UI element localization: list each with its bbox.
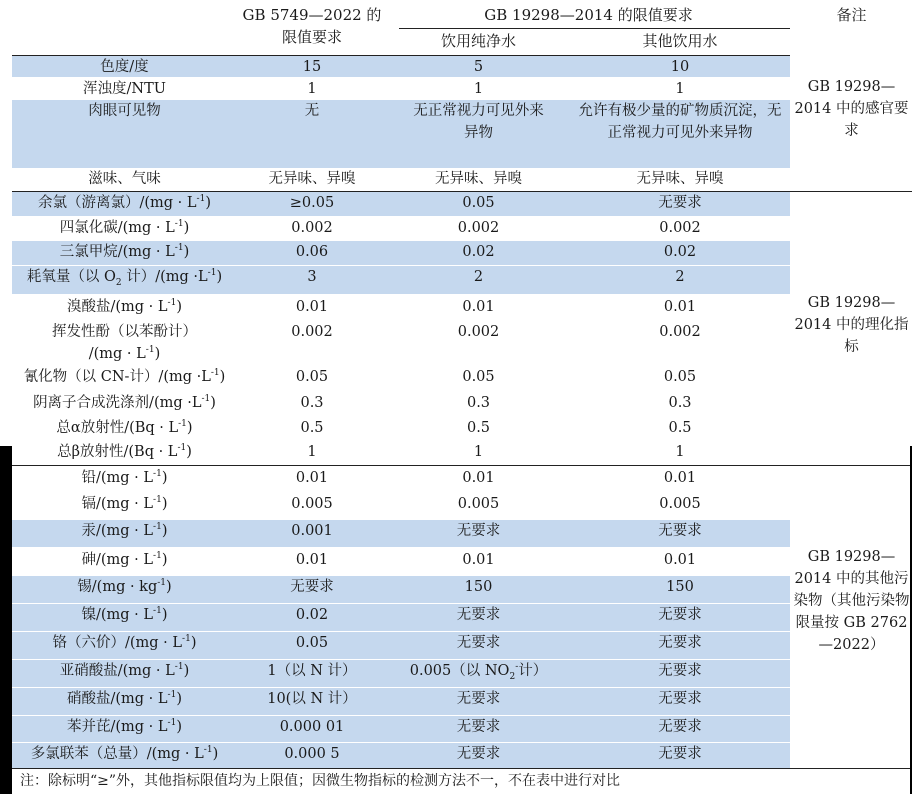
table-row [12, 743, 790, 768]
row-pure: 0.002 [457, 220, 500, 236]
row-other: 无要求 [658, 746, 702, 762]
row-gb5749: 0.002 [291, 324, 333, 340]
header-remarks: 备注 [836, 6, 867, 24]
row-other: 0.01 [663, 470, 697, 486]
row-other: 10 [670, 59, 690, 75]
row-gb5749: 0.02 [295, 607, 329, 623]
table-row [12, 392, 790, 416]
header-gb5749-line1: GB 5749—2022 的 [242, 6, 382, 24]
row-gb5749: 0.01 [295, 552, 329, 568]
row-name: 镍$/(mg \cdot L^{-1})$ [81, 606, 168, 623]
row-name: 砷$/(mg \cdot L^{-1})$ [81, 551, 168, 568]
row-other: 0.01 [663, 552, 697, 568]
row-name: 铅$/(mg \cdot L^{-1})$ [81, 469, 168, 486]
row-pure: 0.01 [462, 470, 495, 486]
standards-table [12, 0, 912, 794]
row-other: 150 [666, 579, 694, 595]
row-other: 1 [675, 444, 685, 460]
row-pure: 0.5 [466, 420, 491, 436]
scan-edge-left [0, 446, 12, 794]
row-other: 无要求 [658, 607, 702, 623]
row-pure: 无要求 [456, 607, 501, 623]
row-pure: 1 [473, 444, 484, 460]
table-row [12, 78, 790, 100]
row-gb5749: 0.05 [295, 635, 329, 651]
note-physchem: GB 19298—2014 中的理化指标 [794, 295, 909, 355]
row-pure: 0.01 [462, 552, 495, 568]
row-other: 2 [675, 269, 685, 285]
row-other: 1 [675, 81, 685, 97]
row-other: 允许有极少量的矿物质沉淀，无正常视力可见外来异物 [578, 103, 782, 141]
row-other: 0.3 [668, 395, 692, 411]
row-other: 无要求 [658, 195, 702, 211]
table-row [12, 441, 790, 465]
row-pure: 0.05 [462, 369, 495, 385]
row-name: 硝酸盐$/(mg \cdot L^{-1})$ [67, 690, 182, 707]
row-other: 0.05 [663, 369, 697, 385]
row-gb5749: 0.000 5 [284, 746, 340, 762]
table-row [12, 493, 790, 519]
row-name: 镉$/(mg \cdot L^{-1})$ [81, 495, 168, 512]
row-name: 浑浊度/NTU [83, 81, 166, 97]
row-gb5749: 0.05 [295, 369, 329, 385]
row-pure: 1 [473, 81, 484, 97]
table-row [12, 604, 790, 632]
row-gb5749: 1（以 N 计） [267, 663, 357, 679]
row-pure: 150 [464, 579, 493, 595]
table-row [12, 549, 790, 574]
row-name: 多氯联苯（总量）$/(mg \cdot L^{-1})$ [30, 745, 219, 762]
header-gb5749 [237, 4, 387, 48]
row-gb5749: 0.001 [291, 523, 333, 539]
row-other: 无要求 [658, 691, 702, 707]
row-name: 亚硝酸盐$/(mg \cdot L^{-1})$ [59, 662, 190, 679]
table-row [12, 241, 790, 266]
row-name: 氰化物（以 CN-计）$/(mg \cdot L^{-1})$ [23, 368, 226, 385]
row-name: 余氯（游离氯）$/(mg \cdot L^{-1})$ [38, 194, 211, 211]
scan-edge-right [910, 446, 912, 794]
row-gb5749: 15 [302, 59, 322, 75]
note-sensory: GB 19298—2014 中的感官要求 [794, 79, 909, 139]
row-other: 无要求 [658, 635, 702, 651]
row-gb5749: 0.01 [295, 299, 329, 315]
row-pure: 无要求 [456, 691, 501, 707]
row-pure: 0.3 [466, 395, 491, 411]
table-row [12, 688, 790, 716]
row-pure: 2 [473, 269, 484, 285]
header-pure-water: 饮用纯净水 [440, 32, 516, 50]
row-gb5749: 1 [307, 444, 317, 460]
row-other: 0.005 [659, 496, 701, 512]
row-pure: 0.005（以 $NO_2^-$计） [409, 662, 548, 682]
row-gb5749: 无 [304, 103, 320, 119]
table-row [12, 321, 790, 365]
row-gb5749: 0.000 01 [279, 719, 345, 735]
table-row [12, 366, 790, 391]
row-name: 苯并芘$/(mg \cdot L^{-1})$ [67, 718, 182, 735]
row-gb5749: 10(以 N 计） [267, 691, 357, 707]
header-gb5749-line2: 限值要求 [281, 28, 342, 46]
row-gb5749: 3 [307, 269, 317, 285]
table-row [12, 417, 790, 441]
section-rule [12, 465, 912, 466]
table-row [12, 100, 790, 168]
row-other: 无要求 [658, 523, 702, 539]
row-pure: 无异味、异嗅 [435, 171, 522, 187]
row-pure: 无要求 [456, 635, 501, 651]
row-name: 四氯化碳$/(mg \cdot L^{-1})$ [59, 219, 190, 236]
row-other: 无异味、异嗅 [636, 171, 724, 187]
row-name: 肉眼可见物 [88, 103, 161, 119]
row-pure: 无要求 [456, 523, 501, 539]
row-name: 挥发性酚（以苯酚计） $/(mg \cdot L^{-1})$ [52, 324, 197, 362]
row-gb5749: 0.3 [300, 395, 324, 411]
table-row [12, 660, 790, 688]
table-row [12, 192, 790, 217]
header-divider [399, 28, 790, 29]
row-name: 溴酸盐$/(mg \cdot L^{-1})$ [67, 298, 182, 315]
row-pure: 0.005 [457, 496, 500, 512]
row-pure: 0.01 [462, 299, 495, 315]
row-name: 色度/度 [100, 59, 149, 75]
row-pure: 无要求 [456, 719, 501, 735]
table-row [12, 520, 790, 548]
row-gb5749: 0.06 [295, 244, 329, 260]
row-name: 汞$/(mg \cdot L^{-1})$ [81, 522, 168, 539]
row-gb5749: 无异味、异嗅 [268, 171, 356, 187]
table-row [12, 168, 790, 191]
row-pure: 无正常视力可见外来异物 [413, 103, 544, 141]
row-other: 无要求 [658, 663, 702, 679]
footnote: 注：除标明“≥”外，其他指标限值均为上限值；因微生物指标的检测方法不一，不在表中进行对比 [20, 773, 621, 789]
row-pure: 0.02 [462, 244, 495, 260]
row-other: 0.5 [668, 420, 692, 436]
row-name: 铬（六价）$/(mg \cdot L^{-1})$ [52, 634, 197, 651]
row-other: 0.01 [663, 299, 697, 315]
row-gb5749: 无要求 [290, 579, 334, 595]
row-pure: 0.002 [457, 324, 500, 340]
table-row [12, 266, 790, 294]
table-row [12, 56, 790, 78]
header-gb19298: GB 19298—2014 的限值要求 [484, 6, 693, 24]
bottom-rule [12, 768, 912, 769]
row-name: 总β放射性$/(Bq \cdot L^{-1})$ [57, 443, 192, 460]
row-name: 三氯甲烷$/(mg \cdot L^{-1})$ [59, 243, 190, 260]
table-row [12, 217, 790, 241]
row-gb5749: ≥0.05 [289, 195, 335, 211]
note-other: GB 19298—2014 中的其他污染物（其他污染物限量按 GB 2762—2022） [793, 549, 910, 653]
table-row [12, 296, 790, 320]
row-name: 锡$/(mg \cdot kg^{-1})$ [77, 578, 172, 595]
table-row [12, 467, 790, 492]
row-name: 滋味、气味 [88, 171, 161, 187]
row-name: 阴离子合成洗涤剂$/(mg \cdot L^{-1})$ [33, 394, 216, 411]
row-name: 总α放射性$/(Bq \cdot L^{-1})$ [56, 419, 193, 436]
row-gb5749: 0.01 [295, 470, 329, 486]
row-gb5749: 0.5 [300, 420, 324, 436]
table-row [12, 576, 790, 604]
row-pure: 5 [473, 59, 484, 75]
row-gb5749: 0.002 [291, 220, 333, 236]
row-other: 0.002 [659, 220, 701, 236]
row-gb5749: 0.005 [291, 496, 333, 512]
row-name: 耗氧量（以 $O_2$ 计）$/(mg \cdot L^{-1})$ [26, 268, 223, 288]
row-gb5749: 1 [307, 81, 317, 97]
row-other: 0.002 [659, 324, 701, 340]
row-other: 0.02 [663, 244, 697, 260]
header-other-water: 其他饮用水 [642, 32, 718, 50]
table-row [12, 716, 790, 743]
table-row [12, 632, 790, 660]
row-pure: 无要求 [456, 746, 501, 762]
row-other: 无要求 [658, 719, 702, 735]
row-pure: 0.05 [462, 195, 495, 211]
